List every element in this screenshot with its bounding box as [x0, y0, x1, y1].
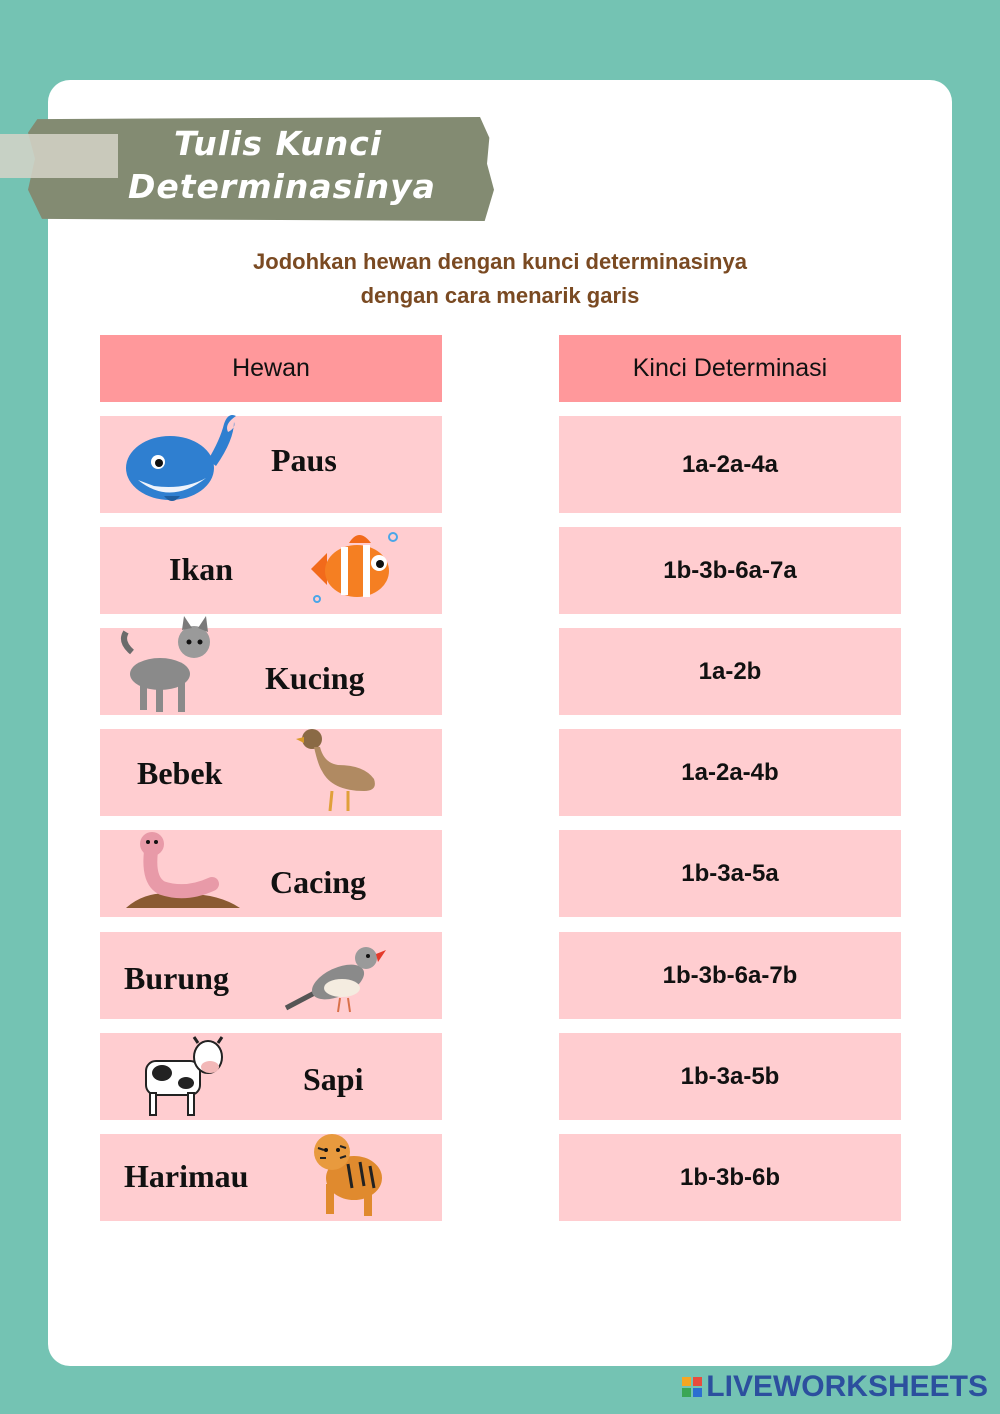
liveworksheets-logo[interactable] — [682, 1370, 988, 1404]
animal-name: Kucing — [265, 660, 365, 696]
animal-cell-burung[interactable] — [100, 932, 442, 1019]
animal-cell-paus[interactable] — [100, 416, 442, 513]
page-title-line2: Determinasinya — [128, 167, 436, 206]
animal-cell-kucing[interactable] — [100, 628, 442, 715]
page-title — [128, 122, 488, 208]
key-cell[interactable]: 1a-2a-4b — [559, 729, 901, 816]
brand-name: LIVEWORKSHEETS — [706, 1370, 988, 1403]
key-cell[interactable]: 1b-3a-5a — [559, 830, 901, 917]
page-title-line1: Tulis Kunci — [174, 124, 383, 163]
instruction-line1: Jodohkan hewan dengan kunci determinasinya — [253, 249, 747, 274]
animal-name: Paus — [271, 442, 337, 478]
key-cell[interactable]: 1b-3a-5b — [559, 1033, 901, 1120]
animal-name: Burung — [124, 960, 229, 996]
worm-icon — [126, 830, 242, 912]
animal-name: Bebek — [137, 755, 223, 791]
key-cell[interactable]: 1a-2b — [559, 628, 901, 715]
key-cell[interactable]: 1b-3b-6a-7a — [559, 527, 901, 614]
key-cell[interactable]: 1b-3b-6b — [559, 1134, 901, 1221]
cow-icon — [142, 1035, 224, 1119]
instruction-line2: dengan cara menarik garis — [360, 283, 640, 308]
cat-icon — [116, 612, 216, 716]
animal-name: Sapi — [303, 1061, 364, 1097]
animal-name: Harimau — [124, 1158, 249, 1194]
animal-name: Cacing — [270, 864, 366, 900]
key-cell[interactable]: 1a-2a-4a — [559, 416, 901, 513]
animal-cell-sapi[interactable] — [100, 1033, 442, 1120]
duck-icon — [292, 725, 378, 817]
header-hewan: Hewan — [100, 335, 442, 402]
animal-name: Ikan — [169, 551, 234, 587]
header-kunci-determinasi: Kinci Determinasi — [559, 335, 901, 402]
animal-cell-cacing[interactable] — [100, 830, 442, 917]
tiger-icon — [304, 1128, 392, 1220]
tape-decoration — [0, 134, 118, 178]
instruction-text — [150, 245, 850, 313]
clownfish-icon — [305, 523, 401, 615]
animal-cell-bebek[interactable] — [100, 729, 442, 816]
animal-cell-harimau[interactable] — [100, 1134, 442, 1221]
logo-icon — [682, 1377, 702, 1397]
animal-cell-ikan[interactable] — [100, 527, 442, 614]
key-cell[interactable]: 1b-3b-6a-7b — [559, 932, 901, 1019]
bird-icon — [284, 938, 388, 1018]
whale-icon — [124, 410, 238, 512]
